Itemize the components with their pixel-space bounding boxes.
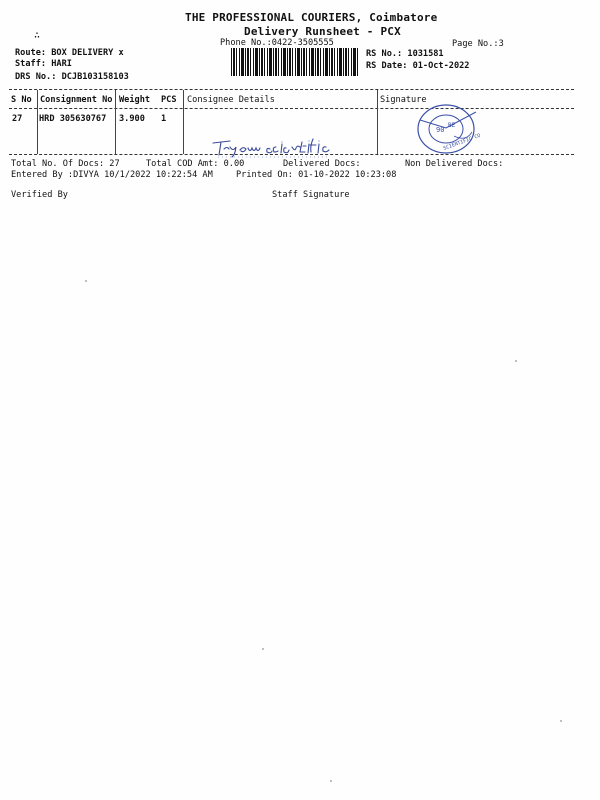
rs-date: RS Date: 01-Oct-2022	[366, 61, 470, 71]
scan-speck	[515, 360, 517, 362]
row-weight: 3.900	[119, 114, 145, 124]
table-top-rule	[9, 89, 574, 90]
row-pcs: 1	[161, 114, 167, 124]
delivered-docs: Delivered Docs:	[283, 159, 361, 169]
col-header-consignment: Consignment No	[40, 95, 113, 105]
col-header-consignee: Consignee Details	[187, 95, 275, 105]
table-header-rule	[9, 108, 574, 109]
handwritten-consignee-signature	[210, 137, 335, 159]
svg-text:SCIENTIFIC CO: SCIENTIFIC CO	[442, 132, 480, 152]
total-cod-amount: Total COD Amt: 0.00	[146, 159, 245, 169]
col-divider	[115, 90, 116, 154]
staff-label: Staff: HARI	[15, 59, 72, 69]
scan-speck	[330, 780, 332, 782]
col-header-sno: S No	[11, 95, 32, 105]
col-header-weight: Weight	[119, 95, 151, 105]
scan-speck	[560, 720, 562, 722]
row-sno: 27	[12, 114, 23, 124]
page-number: Page No.:3	[452, 39, 504, 49]
rs-number: RS No.: 1031581	[366, 49, 444, 59]
printed-on: Printed On: 01-10-2022 10:23:08	[236, 170, 397, 180]
total-docs: Total No. Of Docs: 27	[11, 159, 120, 169]
table-bottom-rule	[9, 154, 574, 155]
company-title: THE PROFESSIONAL COURIERS, Coimbatore	[185, 11, 438, 24]
col-divider	[377, 90, 378, 154]
svg-text:BE: BE	[448, 122, 456, 129]
phone-number: Phone No.:0422-3505555	[220, 38, 334, 48]
col-header-pcs: PCS	[161, 95, 177, 105]
pen-mark: ∴	[34, 30, 41, 41]
col-divider	[37, 90, 38, 154]
svg-text:90: 90	[436, 126, 445, 134]
barcode	[231, 48, 359, 76]
entered-by: Entered By :DIVYA 10/1/2022 10:22:54 AM	[11, 170, 213, 180]
col-header-signature: Signature	[380, 95, 427, 105]
runsheet-title: Delivery Runsheet - PCX	[244, 25, 401, 38]
col-divider	[183, 90, 184, 154]
staff-signature: Staff Signature	[272, 190, 350, 200]
company-stamp	[414, 102, 480, 156]
scan-speck	[85, 280, 87, 282]
drs-number: DRS No.: DCJB103158103	[15, 72, 129, 82]
verified-by: Verified By	[11, 190, 68, 200]
scan-speck	[262, 648, 264, 650]
non-delivered-docs: Non Delivered Docs:	[405, 159, 504, 169]
route-label: Route: BOX DELIVERY x	[15, 48, 124, 58]
row-consignment-no: HRD 305630767	[39, 114, 107, 124]
